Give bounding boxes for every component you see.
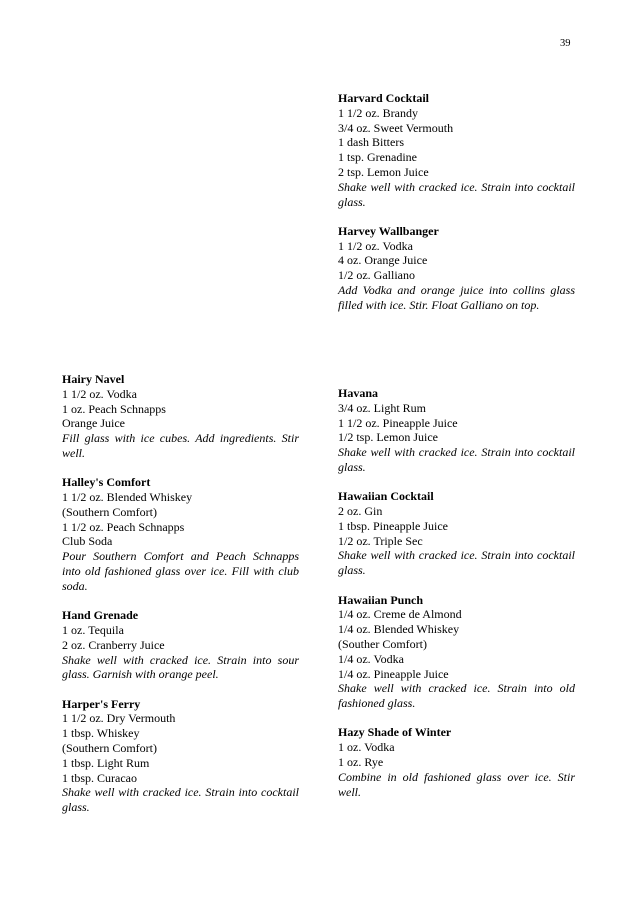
recipe-directions: Add Vodka and orange juice into collins glass filled with ice. Stir. Float Galliano on top.: [338, 283, 575, 312]
ingredient-line: 1/4 oz. Creme de Almond: [338, 607, 462, 622]
ingredient-line: 1 tbsp. Whiskey: [62, 726, 140, 741]
recipe-title: Hawaiian Punch: [338, 592, 424, 607]
recipe: [338, 489, 575, 578]
recipe: [338, 224, 575, 313]
recipe-title: Halley's Comfort: [62, 475, 151, 490]
recipe-title: Hawaiian Cocktail: [338, 489, 434, 504]
right-column-top: [338, 91, 575, 327]
ingredient-line: 1 1/2 oz. Dry Vermouth: [62, 711, 176, 726]
recipe-directions: Shake well with cracked ice. Strain into cocktail glass.: [338, 445, 575, 474]
recipe-title: Hazy Shade of Winter: [338, 725, 452, 740]
recipe: [338, 725, 575, 799]
ingredient-line: (Southern Comfort): [62, 741, 157, 756]
ingredient-line: 2 oz. Gin: [338, 504, 383, 519]
ingredient-line: 1 tbsp. Pineapple Juice: [338, 518, 448, 533]
recipe: [62, 372, 299, 461]
recipe: [338, 386, 575, 475]
recipe-directions: Shake well with cracked ice. Strain into cocktail glass.: [338, 179, 575, 209]
ingredient-line: 3/4 oz. Light Rum: [338, 400, 426, 415]
ingredient-line: 1 1/2 oz. Brandy: [338, 105, 418, 120]
recipe-title: Harper's Ferry: [62, 696, 141, 711]
recipe-title: Hand Grenade: [62, 608, 139, 623]
recipe-directions: Shake well with cracked ice. Strain into cocktail glass.: [338, 548, 575, 578]
ingredient-line: 2 oz. Cranberry Juice: [62, 637, 165, 652]
ingredient-line: Orange Juice: [62, 416, 125, 431]
recipe-title: Harvard Cocktail: [338, 91, 429, 105]
recipe: [62, 608, 299, 682]
recipe: [62, 475, 299, 593]
left-column: [62, 372, 299, 830]
ingredient-line: 1 tbsp. Light Rum: [62, 755, 150, 770]
ingredient-line: 1/2 oz. Triple Sec: [338, 533, 423, 548]
ingredient-line: 1 1/2 oz. Blended Whiskey: [62, 490, 193, 505]
ingredient-line: 1 1/2 oz. Vodka: [338, 238, 413, 253]
recipe-title: Harvey Wallbanger: [338, 223, 439, 238]
recipe-directions: Shake well with cracked ice. Strain into cocktail glass.: [62, 785, 299, 815]
right-column-bottom: [338, 386, 575, 814]
ingredient-line: 1/4 oz. Blended Whiskey: [338, 622, 460, 637]
ingredient-line: 1/2 oz. Galliano: [338, 268, 415, 283]
recipe-directions: Shake well with cracked ice. Strain into old fashioned glass.: [338, 681, 575, 711]
recipe-directions: Combine in old fashioned glass over ice. Stir well.: [338, 769, 575, 799]
recipe-directions: Shake well with cracked ice. Strain into sour glass. Garnish with orange peel.: [62, 652, 299, 682]
ingredient-line: 1/2 tsp. Lemon Juice: [338, 430, 438, 445]
ingredient-line: Club Soda: [62, 534, 113, 549]
recipe-title: Hairy Navel: [62, 372, 125, 386]
recipe: [338, 91, 575, 209]
ingredient-line: 1 1/2 oz. Peach Schnapps: [62, 519, 185, 534]
ingredient-line: (Southern Comfort): [62, 504, 157, 519]
page-number: 39: [560, 38, 571, 49]
ingredient-line: 1 tbsp. Curacao: [62, 770, 137, 785]
ingredient-line: 1 oz. Vodka: [338, 740, 395, 755]
ingredient-line: 2 tsp. Lemon Juice: [338, 164, 429, 179]
recipe-directions: Pour Southern Comfort and Peach Schnapps into old fashioned glass over ice. Fill with club soda.: [62, 549, 299, 593]
ingredient-line: 1 1/2 oz. Vodka: [62, 386, 137, 401]
ingredient-line: 1/4 oz. Pineapple Juice: [338, 666, 449, 681]
recipe: [62, 697, 299, 815]
ingredient-line: 1/4 oz. Vodka: [338, 651, 404, 666]
recipe-directions: Fill glass with ice cubes. Add ingredients. Stir well.: [62, 431, 299, 460]
ingredient-line: 1 1/2 oz. Pineapple Juice: [338, 415, 458, 430]
recipe: [338, 593, 575, 711]
ingredient-line: 1 oz. Tequila: [62, 622, 124, 637]
ingredient-line: 1 tsp. Grenadine: [338, 150, 417, 165]
ingredient-line: 3/4 oz. Sweet Vermouth: [338, 120, 454, 135]
recipe-title: Havana: [338, 386, 379, 400]
ingredient-line: 1 oz. Rye: [338, 755, 384, 770]
ingredient-line: 4 oz. Orange Juice: [338, 253, 428, 268]
ingredient-line: 1 dash Bitters: [338, 135, 404, 150]
ingredient-line: 1 oz. Peach Schnapps: [62, 401, 166, 416]
ingredient-line: (Souther Comfort): [338, 636, 427, 651]
